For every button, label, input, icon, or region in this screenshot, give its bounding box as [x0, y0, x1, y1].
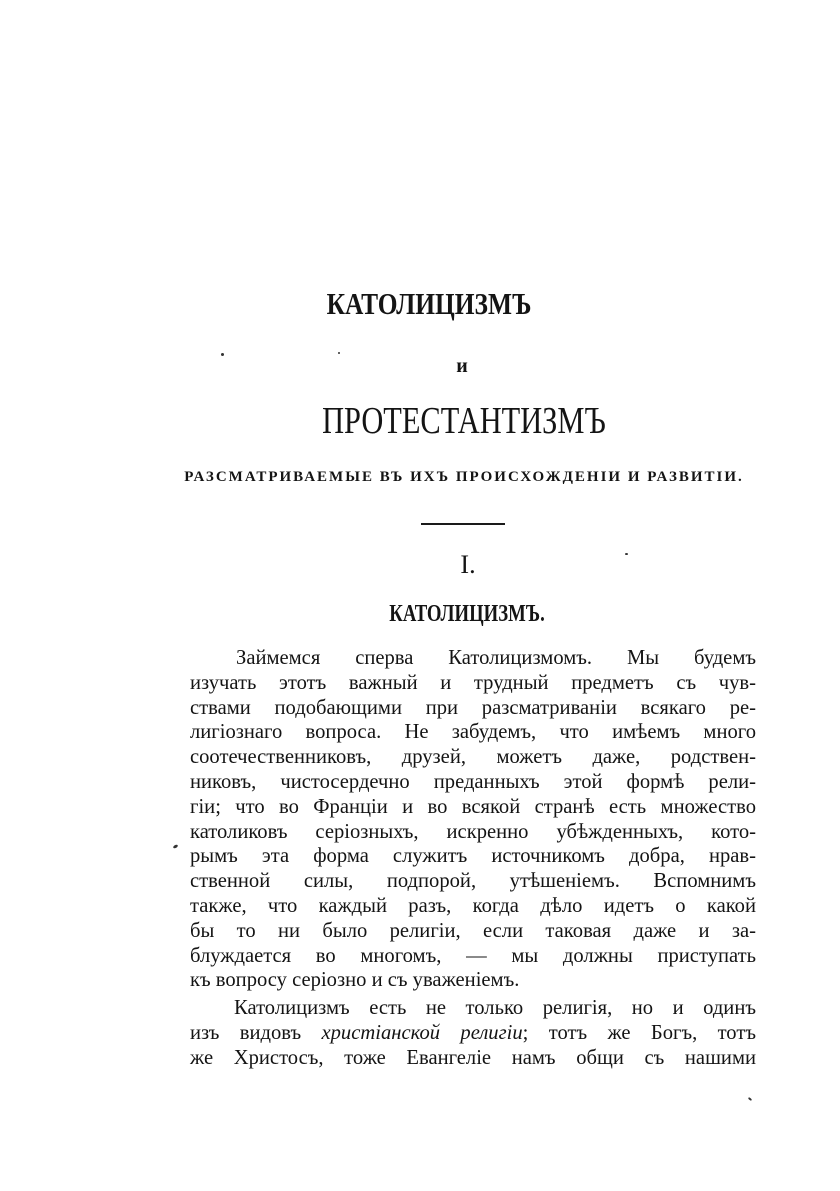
text-segment: изъ видовъ [190, 1021, 322, 1044]
text-line: лигіознаго вопроса. Не забудемъ, что имѣемъ много [190, 721, 756, 744]
text-line: ствами подобающими при разсматриваніи всякаго ре- [190, 696, 756, 719]
scan-speck [625, 553, 628, 555]
text-segment: ; тотъ же Богъ, тотъ [522, 1021, 756, 1044]
text-line: католиковъ серіозныхъ, искренно убѣжденныхъ, кото- [190, 820, 756, 843]
text-line: же Христосъ, тоже Евангеліе намъ общи съ нашими [190, 1046, 756, 1069]
text-line: къ вопросу серіозно и съ уваженіемъ. [190, 969, 520, 992]
subtitle: РАЗСМАТРИВАЕМЫЕ ВЪ ИХЪ ПРОИСХОЖДЕНІИ И РАЗВИТІИ. [184, 469, 744, 485]
text-line: блуждается во многомъ, — мы должны приступать [190, 944, 756, 967]
text-line: Займемся сперва Католицизмомъ. Мы будемъ [236, 647, 756, 669]
text-line: рымъ эта форма служитъ источникомъ добра, нрав- [190, 845, 756, 868]
scan-speck [221, 353, 224, 356]
text-line: ственной силы, подпорой, утѣшеніемъ. Вспомнимъ [190, 870, 756, 893]
text-line: гіи; что во Франціи и во всякой странѣ есть множество [190, 795, 756, 818]
paragraph-2 [190, 996, 756, 1070]
body-text [190, 646, 756, 1071]
text-line: изучать этотъ важный и трудный предметъ съ чув- [190, 671, 756, 694]
text-line: бы то ни было религіи, если таковая даже и за- [190, 919, 756, 942]
second-title: ПРОТЕСТАНТИЗМЪ [322, 400, 606, 442]
text-line: также, что каждый разъ, когда дѣло идетъ о какой [190, 894, 756, 917]
italic-phrase: христіанской религіи [321, 1021, 523, 1044]
text-line-with-italic [190, 1021, 756, 1046]
section-heading: КАТОЛИЦИЗМЪ. [389, 601, 545, 627]
section-number: I. [460, 550, 476, 579]
title-divider [421, 523, 505, 525]
title-conjunction: и [456, 355, 468, 377]
text-line: никовъ, чистосердечно преданныхъ этой формѣ рели- [190, 770, 756, 793]
scan-speck [338, 352, 340, 354]
main-title: КАТОЛИЦИЗМЪ [326, 286, 532, 321]
paragraph-1 [190, 646, 756, 993]
text-line: Католицизмъ есть не только религія, но и одинъ [234, 997, 756, 1020]
scan-speck [748, 1097, 752, 1101]
text-line: соотечественниковъ, друзей, можетъ даже, родствен- [190, 746, 756, 769]
scan-speck [173, 844, 179, 849]
